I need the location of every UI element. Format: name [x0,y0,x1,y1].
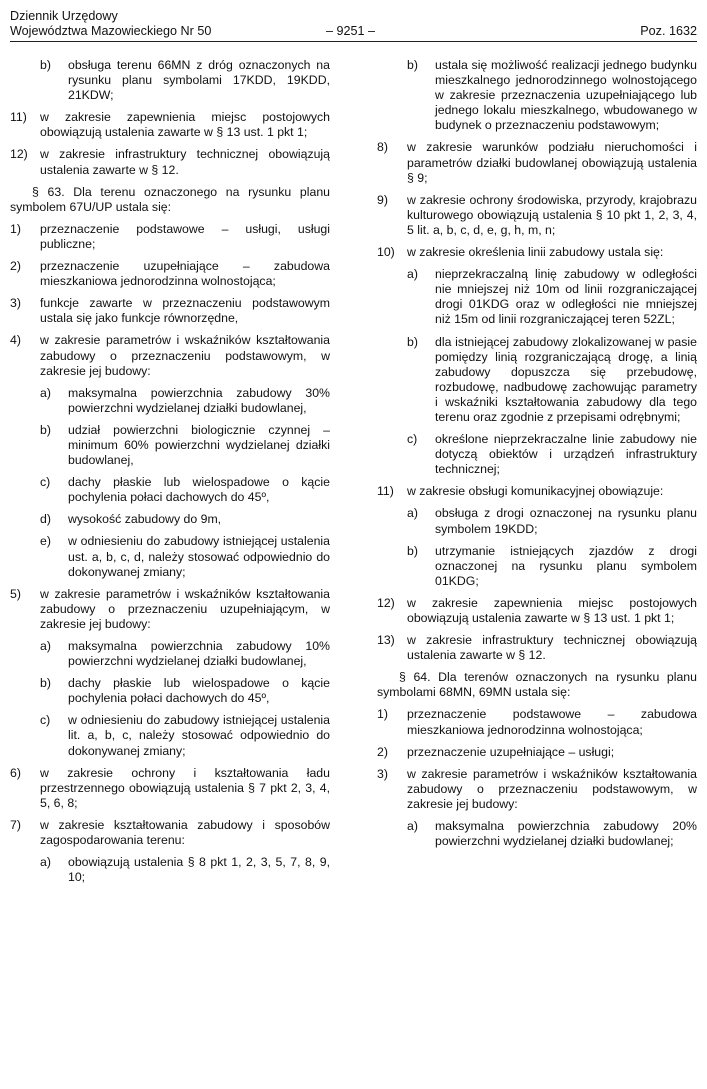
item-text: w zakresie kształtowania zabudowy i sposobów zagospodarowania terenu: [40,817,330,848]
item-text: w zakresie określenia linii zabudowy ustala się: [407,245,664,260]
item-label: 13) [377,633,395,648]
lettered-item [10,386,330,416]
item-label: 5) [10,586,21,601]
item-text: nieprzekraczalną linię zabudowy w odległości nie mniejszej niż 10m od linii rozgraniczającej drogi 01KDG oraz w odległości nie mniejszej niż 15m od linii rozgraniczającej teren 52ZL; [435,267,697,327]
item-text: w zakresie parametrów i wskaźników kształtowania zabudowy o przeznaczeniu podstawowym, w zakresie jej budowy: [40,333,330,378]
item-text: w zakresie ochrony środowiska, przyrody, krajobrazu kulturowego obowiązują ustalenia § 10 pkt 1, 2, 3, 4, 5 lit. a, b, c, d, e, g, h, m, n; [407,192,697,237]
item-label: a) [407,819,418,834]
item-label: 11) [377,484,394,499]
item-text: dachy płaskie lub wielospadowe o kącie pochylenia połaci dachowych do 45º, [68,475,330,505]
item-text: określone nieprzekraczalne linie zabudowy nie dotyczą obiektów i urządzeń infrastruktury technicznej; [435,432,697,477]
numbered-item [10,110,330,140]
lettered-item [377,335,697,426]
numbered-item [10,818,330,848]
numbered-item [377,596,697,626]
item-text: w zakresie obsługi komunikacyjnej obowiązuje: [407,484,664,499]
item-text: dachy płaskie lub wielospadowe o kącie pochylenia połaci dachowych do 45º, [68,676,330,706]
item-label: c) [40,713,51,728]
item-text: utrzymanie istniejących zjazdów z drogi oznaczonej na rysunku planu symbolem 01KDG; [435,543,697,588]
item-label: b) [40,422,51,437]
numbered-item [377,745,697,760]
item-label: b) [407,58,418,72]
lettered-item [377,819,697,849]
lettered-item [10,58,330,103]
item-label: 3) [377,766,388,781]
lettered-item [377,58,697,133]
section-paragraph: § 63. Dla terenu oznaczonego na rysunku planu symbolem 67U/UP ustala się: [10,184,330,214]
item-text: maksymalna powierzchnia zabudowy 10% powierzchni wydzielanej działki budowlanej, [68,639,330,669]
item-label: c) [407,432,418,447]
item-label: b) [40,58,51,72]
item-label: 8) [377,140,388,155]
numbered-item [10,296,330,326]
item-text: w zakresie infrastruktury technicznej obowiązują ustalenia zawarte w § 12. [407,633,697,663]
item-text: w zakresie infrastruktury technicznej obowiązują ustalenia zawarte w § 12. [40,147,330,177]
item-label: 12) [377,595,395,610]
page-header [10,9,697,42]
item-text: w odniesieniu do zabudowy istniejącej ustalenia lit. a, b, c, należy stosować odpowiednio do dokonywanej zmiany; [68,713,330,758]
numbered-item [377,767,697,812]
item-label: c) [40,475,51,490]
item-text: w zakresie zapewnienia miejsc postojowych obowiązują ustalenia zawarte w § 13 ust. 1 pkt 1; [40,110,330,140]
numbered-item [377,140,697,185]
item-label: a) [407,267,418,282]
lettered-item [377,432,697,477]
item-label: a) [40,385,51,400]
item-label: 9) [377,192,388,207]
header-divider [10,41,697,42]
item-label: 12) [10,147,28,162]
journal-volume: Województwa Mazowieckiego Nr 50 [10,24,212,38]
item-label: 4) [10,333,21,348]
lettered-item [377,544,697,589]
lettered-item [10,475,330,505]
item-text: przeznaczenie uzupełniające – usługi; [407,744,615,759]
lettered-item [377,506,697,536]
item-text: obsługa z drogi oznaczonej na rysunku planu symbolem 19KDD; [435,506,697,536]
item-text: maksymalna powierzchnia zabudowy 20% powierzchni wydzielanej działki budowlanej; [435,819,697,849]
item-text: w zakresie zapewnienia miejsc postojowych obowiązują ustalenia zawarte w § 13 ust. 1 pkt 1; [407,595,697,625]
item-text: dla istniejącej zabudowy zlokalizowanej w pasie pomiędzy linią rozgraniczającą drogę, a linią zabudowy dopuszcza się przebudowę, rozbudowę, nadbudowę zachowując parametry i wskaźniki kształtowania zabudowy dla tego terenu oraz zgodnie z przepisami odrębnymi; [435,334,697,424]
numbered-item [10,222,330,252]
position-number: Poz. 1632 [640,24,697,38]
item-text: w zakresie parametrów i wskaźników kształtowania zabudowy o przeznaczeniu uzupełniającym, w zakresie jej budowy: [40,586,330,631]
item-label: 1) [10,221,21,236]
lettered-item [377,267,697,327]
item-label: a) [407,506,418,521]
lettered-item [10,512,330,527]
item-text: udział powierzchni biologicznie czynnej – minimum 60% powierzchni wydzielanej działki budowlanej, [68,422,330,468]
numbered-item [377,484,697,499]
item-text: przeznaczenie uzupełniające – zabudowa mieszkaniowa jednorodzinna wolnostojąca; [40,259,330,289]
item-label: 1) [377,707,388,722]
left-column [10,58,330,892]
item-label: 6) [10,765,21,780]
lettered-item [10,713,330,758]
section-paragraph: § 64. Dla terenów oznaczonych na rysunku planu symbolami 68MN, 69MN ustala się: [377,670,697,700]
item-text: w odniesieniu do zabudowy istniejącej ustalenia ust. a, b, c, d, należy stosować odpowiednio do dokonywanej zmiany; [68,534,330,579]
numbered-item [377,633,697,663]
lettered-item [10,423,330,468]
item-label: b) [407,543,418,558]
right-column [377,58,697,856]
item-text: obowiązują ustalenia § 8 pkt 1, 2, 3, 5, 7, 8, 9, 10; [68,855,330,885]
item-label: a) [40,639,51,653]
lettered-item [10,855,330,885]
page-number: – 9251 – [326,24,376,38]
lettered-item [10,676,330,706]
journal-title: Dziennik Urzędowy [10,9,118,23]
item-label: 10) [377,245,395,260]
item-text: funkcje zawarte w przeznaczeniu podstawowym ustala się jako funkcje równorzędne, [40,296,330,326]
item-text: w zakresie ochrony i kształtowania ładu przestrzennego obowiązują ustalenia § 7 pkt 2, 3, 4, 5, 6, 8; [40,765,330,810]
item-label: 2) [377,744,388,759]
item-label: a) [40,855,51,870]
numbered-item [10,587,330,632]
item-label: 2) [10,259,21,274]
item-label: d) [40,512,51,527]
item-label: b) [407,334,418,349]
numbered-item [377,245,697,260]
numbered-item [10,259,330,289]
item-text: maksymalna powierzchnia zabudowy 30% powierzchni wydzielanej działki budowlanej, [68,385,330,415]
item-text: obsługa terenu 66MN z dróg oznaczonych na rysunku planu symbolami 17KDD, 19KDD, 21KDW; [68,58,330,103]
item-label: 11) [10,110,27,125]
item-label: 7) [10,817,21,832]
header-row [10,24,697,39]
item-text: przeznaczenie podstawowe – zabudowa mieszkaniowa jednorodzinna wolnostojąca; [407,707,697,737]
item-text: przeznaczenie podstawowe – usługi, usługi publiczne; [40,221,330,251]
numbered-item [10,147,330,177]
item-text: wysokość zabudowy do 9m, [68,512,222,527]
item-text: ustala się możliwość realizacji jednego budynku mieszkalnego jednorodzinnego wolnostojącego w zakresie przeznaczenia uzupełniającego lub jednego lokalu mieszkalnego, wbudowanego w budynek o przeznaczeniu podstawowym; [435,58,697,133]
lettered-item [10,534,330,579]
lettered-item [10,639,330,669]
numbered-item [10,333,330,378]
numbered-item [377,193,697,238]
item-label: 3) [10,296,21,311]
item-text: w zakresie parametrów i wskaźników kształtowania zabudowy o przeznaczeniu podstawowym, w zakresie jej budowy: [407,766,697,811]
item-label: e) [40,534,51,549]
item-text: w zakresie warunków podziału nieruchomości i parametrów działki budowlanej obowiązują ustalenia § 9; [407,140,697,185]
numbered-item [10,766,330,811]
item-label: b) [40,676,51,691]
numbered-item [377,707,697,737]
